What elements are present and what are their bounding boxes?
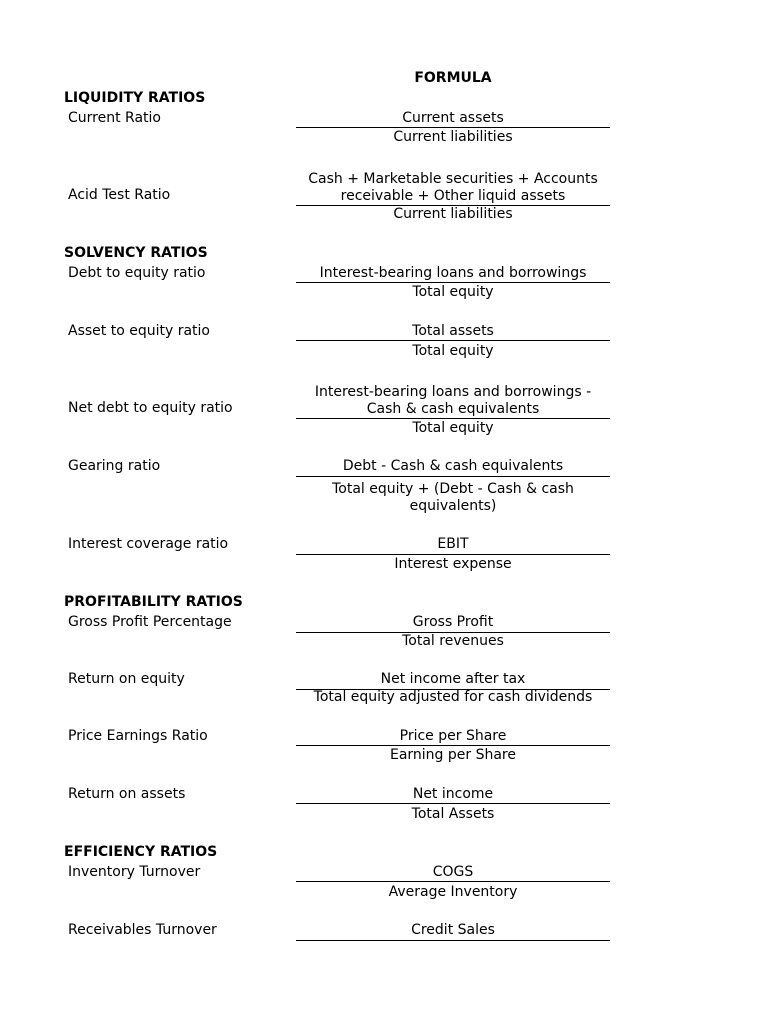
formula-column-header: FORMULA bbox=[414, 70, 492, 86]
fraction-bar bbox=[296, 127, 610, 128]
formula-denominator: Total equity bbox=[412, 284, 494, 300]
ratio-label-net-debt-to-equity: Net debt to equity ratio bbox=[68, 400, 233, 416]
fraction-bar bbox=[296, 476, 610, 477]
formula-numerator: Total assets bbox=[412, 323, 494, 339]
fraction-bar bbox=[296, 554, 610, 555]
ratio-label-gearing: Gearing ratio bbox=[68, 458, 161, 474]
ratio-label-debt-to-equity: Debt to equity ratio bbox=[68, 265, 206, 281]
fraction-bar bbox=[296, 340, 610, 341]
formula-denominator: equivalents) bbox=[409, 498, 497, 514]
formula-numerator: EBIT bbox=[437, 536, 469, 552]
fraction-bar bbox=[296, 418, 610, 419]
ratio-label-interest-coverage: Interest coverage ratio bbox=[68, 536, 229, 552]
formula-denominator: Current liabilities bbox=[393, 129, 513, 145]
formula-denominator: Total equity bbox=[412, 343, 494, 359]
formula-numerator: Net income after tax bbox=[380, 671, 526, 687]
formula-numerator: Cash + Marketable securities + Accounts bbox=[308, 171, 598, 187]
section-liquidity-ratios: LIQUIDITY RATIOS bbox=[64, 90, 206, 106]
fraction-bar bbox=[296, 881, 610, 882]
formula-denominator: Total Assets bbox=[411, 806, 495, 822]
formula-numerator: Debt - Cash & cash equivalents bbox=[342, 458, 564, 474]
ratio-label-price-earnings: Price Earnings Ratio bbox=[68, 728, 208, 744]
formula-numerator: Current assets bbox=[402, 110, 504, 126]
ratio-label-inventory-turnover: Inventory Turnover bbox=[68, 864, 201, 880]
formula-denominator: Total revenues bbox=[402, 633, 504, 649]
formula-numerator: Interest-bearing loans and borrowings bbox=[319, 265, 587, 281]
ratio-label-return-on-assets: Return on assets bbox=[68, 786, 186, 802]
formula-denominator: Earning per Share bbox=[389, 747, 516, 763]
formula-denominator: Current liabilities bbox=[393, 206, 513, 222]
ratio-label-acid-test-ratio: Acid Test Ratio bbox=[68, 187, 171, 203]
fraction-bar bbox=[296, 745, 610, 746]
formula-numerator: Credit Sales bbox=[411, 922, 495, 938]
formula-numerator: Cash & cash equivalents bbox=[366, 401, 540, 417]
ratio-label-return-on-equity: Return on equity bbox=[68, 671, 185, 687]
formula-denominator: Total equity bbox=[412, 420, 494, 436]
ratio-label-asset-to-equity: Asset to equity ratio bbox=[68, 323, 210, 339]
formula-numerator: receivable + Other liquid assets bbox=[340, 188, 566, 204]
formula-denominator: Average Inventory bbox=[388, 884, 518, 900]
formula-numerator: COGS bbox=[432, 864, 474, 880]
formula-numerator: Price per Share bbox=[399, 728, 507, 744]
formula-denominator: Total equity + (Debt - Cash & cash bbox=[332, 481, 574, 497]
fraction-bar bbox=[296, 282, 610, 283]
fraction-bar bbox=[296, 940, 610, 941]
formula-denominator: Total equity adjusted for cash dividends bbox=[313, 689, 593, 705]
formula-numerator: Interest-bearing loans and borrowings - bbox=[314, 384, 592, 400]
formula-numerator: Net income bbox=[412, 786, 494, 802]
section-profitability-ratios: PROFITABILITY RATIOS bbox=[64, 594, 243, 610]
formula-numerator: Gross Profit bbox=[412, 614, 494, 630]
ratio-label-gross-profit-percentage: Gross Profit Percentage bbox=[68, 614, 232, 630]
fraction-bar bbox=[296, 803, 610, 804]
formula-denominator: Interest expense bbox=[394, 556, 512, 572]
ratio-label-receivables-turnover: Receivables Turnover bbox=[68, 922, 217, 938]
section-solvency-ratios: SOLVENCY RATIOS bbox=[64, 245, 208, 261]
ratio-label-current-ratio: Current Ratio bbox=[68, 110, 161, 126]
section-efficiency-ratios: EFFICIENCY RATIOS bbox=[64, 844, 218, 860]
